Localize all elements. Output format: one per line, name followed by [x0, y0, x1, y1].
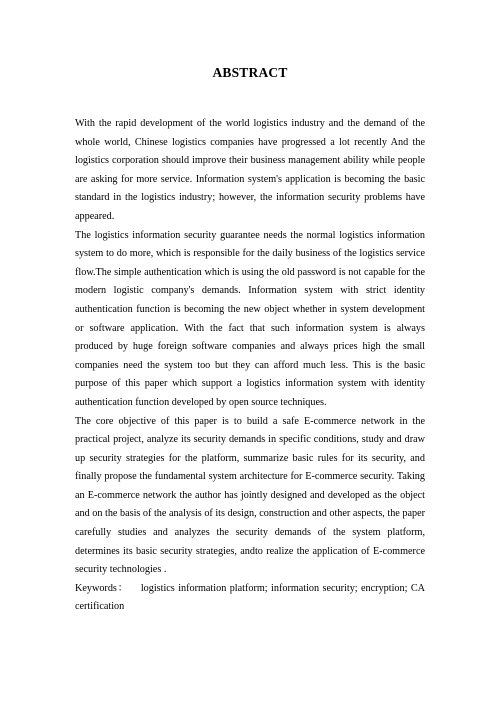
keywords-line — [75, 580, 425, 617]
abstract-body — [75, 115, 425, 617]
abstract-paragraph-3: The core objective of this paper is to build a safe E-commerce network in the practical project, analyze its security demands in specific conditions, study and draw up security strategies for the platform, summarize basic rules for its security, and finally propose the fundamental system architecture for E-commerce security. Taking an E-commerce network the author has jointly designed and developed as the object and on the basis of the analysis of its design, construction and other aspects, the paper carefully studies and analyzes the security demands of the system platform, determines its basic security strategies, andto realize the application of E-commerce security technologies . — [75, 415, 425, 576]
abstract-paragraph-1: With the rapid development of the world logistics industry and the demand of the whole world, Chinese logistics companies have progressed a lot recently And the logistics corporation should improve their business management ability while people are asking for more service. Information system's application is becoming the basic standard in the logistics industry; however, the information security problems have appeared. — [75, 118, 425, 222]
abstract-title: ABSTRACT — [212, 65, 288, 80]
abstract-paragraph-2: The logistics information security guarantee needs the normal logistics information system to do more, which is responsible for the daily business of the logistics service flow.The simple authentication which is using the old password is not capable for the modern logistic company's demands. Information system with strict identity authentication function is becoming the new object whether in system development or software application. With the fact that such information system is always produced by huge foreign software companies and always prices high the small companies need the system too but they can afford much less. This is the basic purpose of this paper which support a logistics information system with identity authentication function developed by open source techniques. — [75, 229, 425, 408]
keywords-label: Keywords： — [75, 582, 129, 594]
keywords-text: logistics information platform; information security; encryption; CA certification — [75, 582, 425, 613]
